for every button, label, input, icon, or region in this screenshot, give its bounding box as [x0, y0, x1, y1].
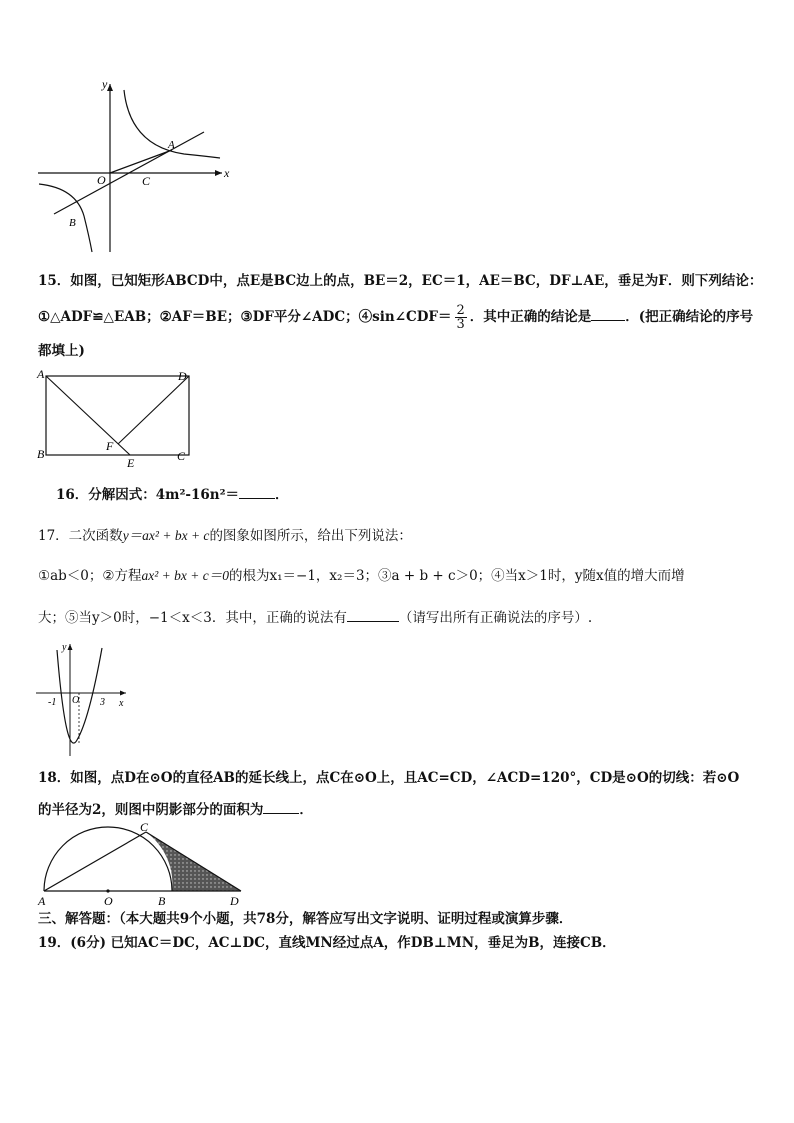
q16-end: ． [275, 487, 289, 503]
q16-text: 16．分解因式：4m²-16n²＝ [56, 487, 239, 503]
label-neg1: -1 [48, 697, 57, 708]
label-x: x [224, 166, 230, 180]
q17-text-f: （请写出所有正确说法的序号）. [398, 610, 593, 626]
q17-text-a: 17．二次函数 [38, 528, 123, 544]
q15-frac-num: 2 [456, 303, 465, 318]
parabola [57, 648, 102, 743]
q17-line2 [38, 566, 758, 586]
q18-text-a: 的半径为2，则图中阴影部分的面积为 [38, 802, 264, 818]
label-a: A [168, 139, 175, 151]
q15-line1: 15．如图，已知矩形ABCD中，点E是BC边上的点，BE＝2，EC＝1，AE＝BC，DF⊥AE，垂足为F．则下列结论： [38, 273, 763, 289]
figure-q18 [34, 822, 248, 908]
segment-ac [44, 832, 146, 891]
label-b: B [158, 894, 166, 908]
q17-eq1: y＝ax² + bx + c [122, 528, 210, 543]
q16-answer-blank[interactable] [239, 484, 275, 499]
label-a: A [37, 367, 45, 381]
q15-line3: 都填上) [38, 343, 85, 359]
q18-line2 [38, 799, 758, 820]
x-axis-arrow [215, 170, 222, 176]
figure-q17 [34, 640, 134, 758]
q17-text-c: ①ab＜0；②方程 [38, 568, 142, 584]
label-b: B [69, 217, 76, 229]
q15-text-c: ．(把正确结论的序号 [625, 309, 754, 325]
figure-q14 [34, 76, 234, 256]
label-3: 3 [100, 697, 105, 708]
q15-frac-den: 3 [456, 317, 465, 332]
label-f: F [106, 439, 114, 453]
segment-df [118, 376, 189, 444]
segment-ae [46, 376, 130, 455]
label-c: C [177, 449, 186, 463]
q15-answer-blank[interactable] [591, 306, 625, 321]
q15-fraction [455, 304, 467, 331]
label-o: O [104, 894, 113, 908]
hyperbola-branch-2 [39, 184, 92, 252]
label-c: C [142, 174, 151, 188]
q15-text-a: ①△ADF≌△EAB；②AF＝BE；③DF平分∠ADC；④sin∠CDF＝ [38, 309, 452, 325]
q15-line2 [38, 304, 758, 331]
q17-eq2: ax² + bx + c＝0 [141, 568, 229, 583]
q16-line [56, 484, 776, 505]
q18-line1: 18．如图，点D在⊙O的直径AB的延长线上，点C在⊙O上，且AC=CD，∠ACD=120°，CD是⊙O的切线：若⊙O [38, 770, 740, 786]
line-oa [110, 150, 172, 173]
q18-answer-blank[interactable] [263, 799, 299, 814]
q17-line1 [38, 526, 758, 546]
q17-text-e: 大；⑤当y＞0时，−1＜x＜3．其中，正确的说法有 [38, 610, 347, 626]
q17-answer-blank[interactable] [347, 607, 399, 622]
x-axis-arrow [120, 691, 126, 696]
y-axis-arrow [68, 644, 73, 650]
q17-text-d: 的根为x₁＝−1，x₂＝3；③a + b + c＞0；④当x＞1时，y随x值的增大而增 [229, 568, 685, 584]
label-d: D [178, 369, 187, 383]
q17-line3 [38, 607, 758, 628]
label-b: B [37, 447, 45, 461]
label-o: O [72, 695, 80, 706]
label-a: A [38, 894, 46, 908]
label-y: y [62, 642, 67, 653]
q17-text-b: 的图象如图所示，给出下列说法： [209, 528, 412, 544]
label-x: x [119, 698, 124, 709]
label-o: O [97, 173, 106, 187]
figure-q15 [34, 366, 196, 470]
center-point [106, 889, 109, 892]
section3-heading: 三、解答题：（本大题共9个小题，共78分，解答应写出文字说明、证明过程或演算步骤． [38, 911, 573, 927]
label-e: E [127, 456, 135, 470]
label-c: C [140, 822, 149, 834]
q19-line: 19．(6分) 已知AC＝DC，AC⊥DC，直线MN经过点A，作DB⊥MN，垂足为B，连接CB． [38, 935, 616, 951]
y-axis-arrow [107, 84, 113, 91]
label-d: D [230, 894, 239, 908]
q18-text-b: ． [299, 802, 313, 818]
q15-text-b: ．其中正确的结论是 [469, 309, 592, 325]
label-y: y [102, 77, 108, 91]
